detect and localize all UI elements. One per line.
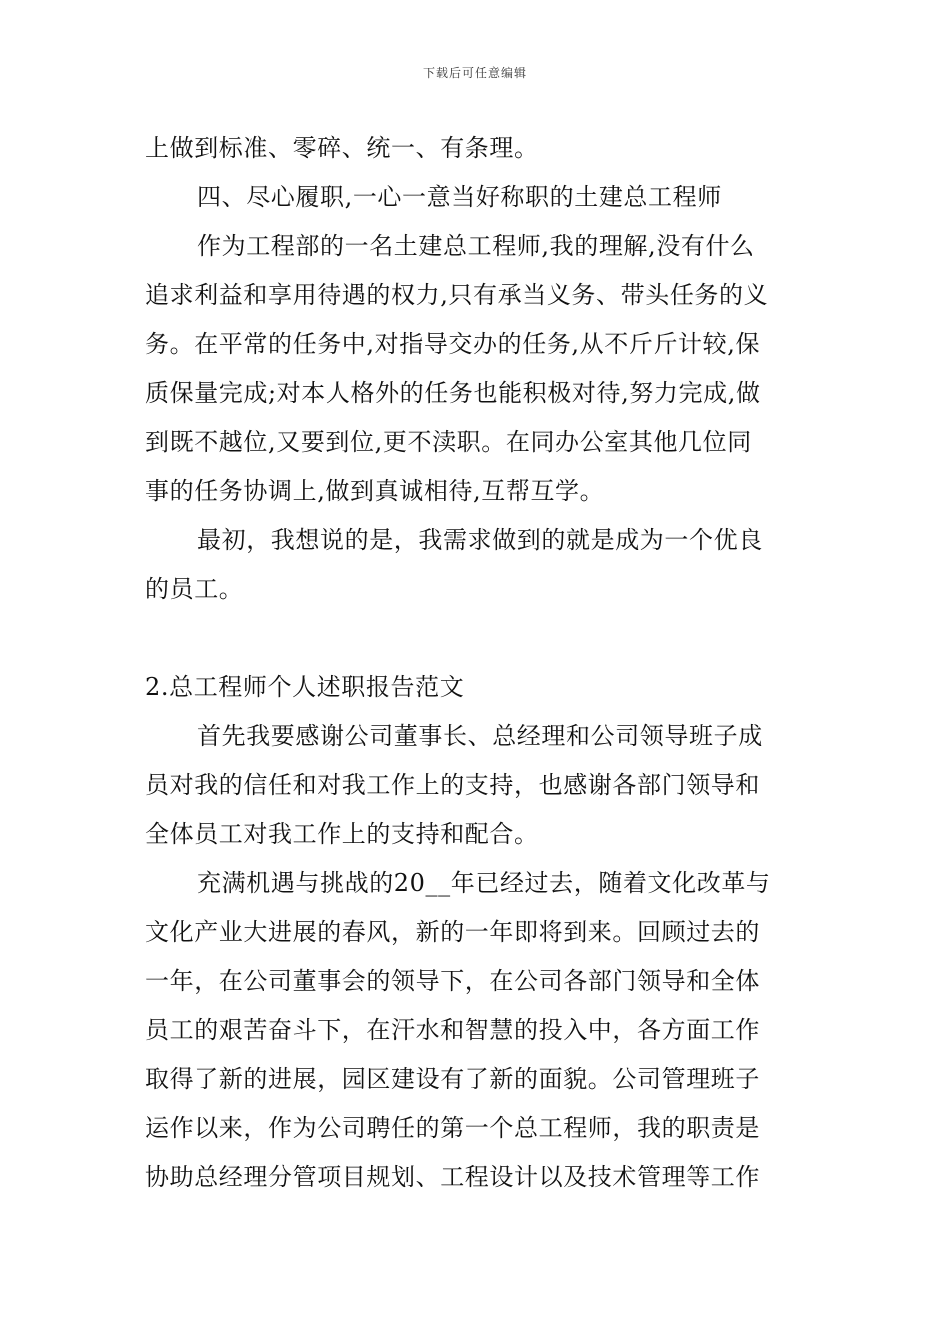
text-line: 作为工程部的一名土建总工程师,我的理解,没有什么 — [197, 232, 755, 260]
text-line: 事的任务协调上,做到真诚相待,互帮互学。 — [145, 477, 605, 505]
section-heading: 四、尽心履职,一心一意当好称职的土建总工程师 — [197, 183, 722, 211]
text-line: 到既不越位,又要到位,更不渎职。在同办公室其他几位同 — [145, 428, 752, 456]
document-body — [145, 124, 810, 1202]
text-line: 充满机遇与挑战的20__年已经过去，随着文化改革与 — [197, 869, 771, 897]
text-line: 务。在平常的任务中,对指导交办的任务,从不斤斤计较,保 — [145, 330, 761, 358]
text-line: 首先我要感谢公司董事长、总经理和公司领导班子成 — [197, 722, 763, 750]
paragraph-gap — [145, 614, 810, 663]
text-line: 文化产业大进展的春风，新的一年即将到来。回顾过去的 — [145, 918, 760, 946]
text-line: 追求利益和享用待遇的权力,只有承当义务、带头任务的义 — [145, 281, 769, 309]
text-line: 上做到标准、零碎、统一、有条理。 — [145, 134, 539, 162]
text-line: 一年，在公司董事会的领导下，在公司各部门领导和全体 — [145, 967, 760, 995]
text-line: 取得了新的进展，园区建设有了新的面貌。公司管理班子 — [145, 1065, 760, 1093]
page-header: 下载后可任意编辑 — [422, 66, 527, 80]
text-line: 的员工。 — [145, 575, 244, 603]
text-line: 最初，我想说的是，我需求做到的就是成为一个优良 — [197, 526, 763, 554]
section-title: 2.总工程师个人述职报告范文 — [145, 673, 465, 701]
text-line: 员工的艰苦奋斗下，在汗水和智慧的投入中，各方面工作 — [145, 1016, 760, 1044]
text-line: 全体员工对我工作上的支持和配合。 — [145, 820, 539, 848]
text-line: 员对我的信任和对我工作上的支持，也感谢各部门领导和 — [145, 771, 760, 799]
text-line: 运作以来，作为公司聘任的第一个总工程师，我的职责是 — [145, 1114, 760, 1142]
text-line: 质保量完成;对本人格外的任务也能积极对待,努力完成,做 — [145, 379, 761, 407]
text-line: 协助总经理分管项目规划、工程设计以及技术管理等工作 — [145, 1163, 760, 1191]
